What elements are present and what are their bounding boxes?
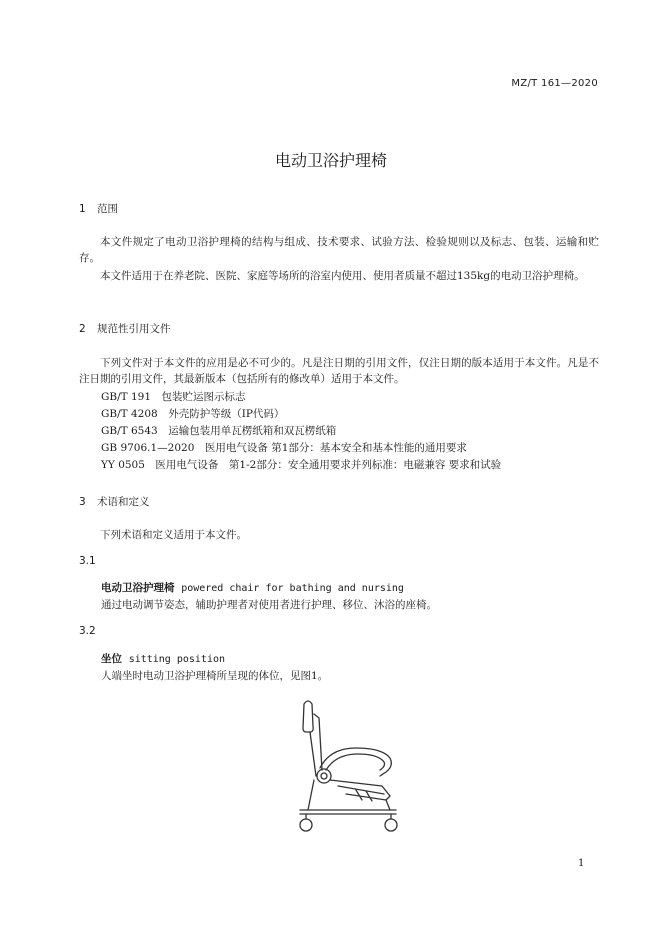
document-title: 电动卫浴护理椅 xyxy=(274,151,387,170)
sitting-position-chair-figure xyxy=(286,696,408,836)
rear-strut xyxy=(308,780,314,810)
scope-paragraph-2: 本文件适用于在养老院、医院、家庭等场所的浴室内使用、使用者质量不超过135kg的电动卫浴护理椅。 xyxy=(100,270,585,282)
term-definition: 通过电动调节姿态，辅助护理者对使用者进行护理、移位、沐浴的座椅。 xyxy=(101,599,437,611)
pivot-joint xyxy=(317,769,331,783)
seat-pan-line xyxy=(338,786,384,794)
section-title: 范围 xyxy=(97,203,118,215)
term-entry-heading xyxy=(101,651,225,666)
reference-item: GB 9706.1—2020 医用电气设备 第1部分：基本安全和基本性能的通用要求 xyxy=(101,442,467,454)
terms-intro-paragraph: 下列术语和定义适用于本文件。 xyxy=(100,529,247,541)
term-english: sitting position xyxy=(128,654,226,665)
term-chinese: 坐位 xyxy=(101,653,122,665)
section-title: 术语和定义 xyxy=(97,496,150,508)
reference-item: GB/T 191 包装贮运图示标志 xyxy=(101,391,246,403)
section-number: 1 xyxy=(79,203,86,215)
section-heading-scope xyxy=(79,201,118,216)
standard-code: MZ/T 161—2020 xyxy=(511,78,598,89)
section-heading-refs xyxy=(79,321,171,336)
scope-paragraph-1: 本文件规定了电动卫浴护理椅的结构与组成、技术要求、试验方法、检验规则以及标志、包装、运输和贮存。 xyxy=(79,236,599,264)
section-heading-terms xyxy=(79,494,150,509)
refs-intro-paragraph: 下列文件对于本文件的应用是必不可少的。凡是注日期的引用文件，仅注日期的版本适用于本文件。凡是不注日期的引用文件，其最新版本（包括所有的修改单）适用于本文件。 xyxy=(79,357,599,385)
rear-wheel xyxy=(300,819,312,831)
term-definition: 人端坐时电动卫浴护理椅所呈现的体位，见图1。 xyxy=(101,670,329,682)
term-number: 3.1 xyxy=(79,555,96,567)
back-frame-line-inner xyxy=(310,732,316,776)
back-frame-line xyxy=(314,714,322,770)
term-number: 3.2 xyxy=(79,625,96,637)
front-strut xyxy=(386,800,390,810)
pivot-joint-center xyxy=(321,773,327,779)
section-number: 3 xyxy=(79,496,86,508)
reference-item: GB/T 4208 外壳防护等级（IP代码） xyxy=(101,408,285,420)
page-number: 1 xyxy=(578,858,585,869)
seat-backrest-inner xyxy=(326,754,385,770)
reference-item: YY 0505 医用电气设备 第1-2部分：安全通用要求并列标准：电磁兼容 要求和试验 xyxy=(101,459,502,471)
term-chinese: 电动卫浴护理椅 xyxy=(101,582,175,594)
front-wheel xyxy=(385,819,397,831)
term-english: powered chair for bathing and nursing xyxy=(181,583,404,594)
section-number: 2 xyxy=(79,323,86,335)
handle-shape xyxy=(303,701,313,732)
term-entry-heading xyxy=(101,580,404,595)
reference-item: GB/T 6543 运输包装用单瓦楞纸箱和双瓦楞纸箱 xyxy=(101,425,337,437)
section-title: 规范性引用文件 xyxy=(97,323,171,335)
seat-backrest-outer xyxy=(320,748,391,776)
